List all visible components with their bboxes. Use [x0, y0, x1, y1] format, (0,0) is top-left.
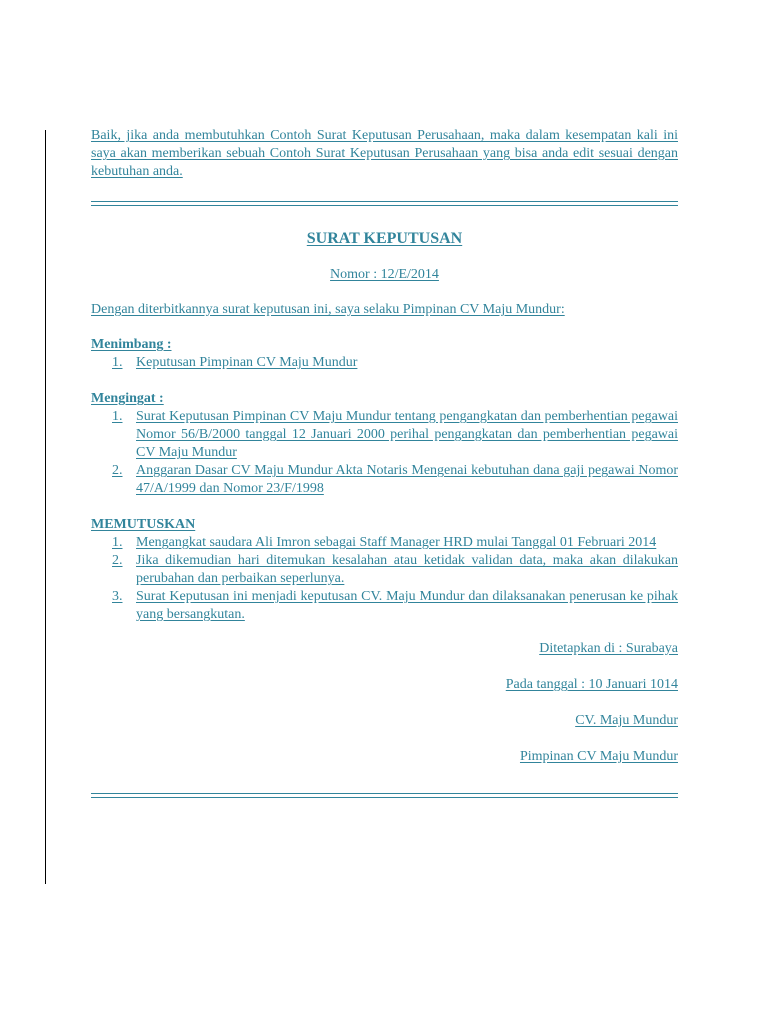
- closing-place-text: Ditetapkan di : Surabaya: [539, 641, 678, 656]
- closing-place: [91, 640, 678, 658]
- letter-number-text: Nomor : 12/E/2014: [330, 267, 439, 282]
- list-item: [91, 462, 678, 498]
- memutuskan-list: [91, 534, 678, 624]
- mengingat-list: [91, 408, 678, 498]
- closing-signatory-text: Pimpinan CV Maju Mundur: [519, 749, 678, 764]
- list-item: [91, 588, 678, 624]
- list-item-text: Anggaran Dasar CV Maju Mundur Akta Notaris Mengenai kebutuhan dana gaji pegawai Nomor 47/A/1999 dan Nomor 23/F/1998: [136, 463, 678, 496]
- closing-company: [91, 712, 678, 730]
- list-number: 2.: [112, 463, 123, 478]
- list-item: [91, 552, 678, 588]
- intro-paragraph: Baik, jika anda membutuhkan Contoh Surat Keputusan Perusahaan, maka dalam kesempatan kali ini saya akan memberikan sebuah Contoh Surat Keputusan Perusahaan yang bisa anda edit sesuai dengan kebutuhan anda.: [91, 128, 678, 179]
- memutuskan-heading-text: MEMUTUSKAN: [91, 517, 196, 532]
- list-item-text: Keputusan Pimpinan CV Maju Mundur: [136, 355, 358, 370]
- closing-date-text: Pada tanggal : 10 Januari 1014: [505, 677, 678, 692]
- letter-number: [91, 266, 678, 284]
- mengingat-heading: [91, 390, 678, 408]
- list-number: 1.: [112, 409, 123, 424]
- list-number: 2.: [112, 553, 123, 568]
- list-number: 3.: [112, 589, 123, 604]
- closing-date: [91, 676, 678, 694]
- closing-company-text: CV. Maju Mundur: [575, 713, 678, 728]
- document-content: [91, 127, 678, 798]
- menimbang-list: [91, 354, 678, 372]
- opening-statement: [91, 301, 678, 319]
- opening-text: Dengan diterbitkannya surat keputusan ini, saya selaku Pimpinan CV Maju Mundur:: [91, 302, 565, 317]
- list-item-text: Mengangkat saudara Ali Imron sebagai Staff Manager HRD mulai Tanggal 01 Februari 2014: [136, 535, 657, 550]
- memutuskan-heading: [91, 516, 678, 534]
- bottom-double-rule: [91, 793, 678, 798]
- list-item: [91, 354, 678, 372]
- letter-title: SURAT KEPUTUSAN: [306, 230, 463, 247]
- list-item-text: Surat Keputusan ini menjadi keputusan CV. Maju Mundur dan dilaksanakan penerusan ke pihak yang bersangkutan.: [136, 589, 678, 622]
- menimbang-heading: [91, 336, 678, 354]
- menimbang-heading-text: Menimbang :: [91, 337, 172, 352]
- mengingat-heading-text: Mengingat :: [91, 391, 164, 406]
- closing-signatory: [91, 748, 678, 766]
- list-item-text: Jika dikemudian hari ditemukan kesalahan atau ketidak validan data, maka akan dilakukan perubahan dan perbaikan seperlunya.: [136, 553, 678, 586]
- list-item-text: Surat Keputusan Pimpinan CV Maju Mundur tentang pengangkatan dan pemberhentian pegawai Nomor 56/B/2000 tanggal 12 Januari 2000 perihal pengangkatan dan pemberhentian pegawai CV Maju Mundur: [136, 409, 678, 460]
- list-number: 1.: [112, 355, 123, 370]
- top-double-rule: [91, 201, 678, 206]
- list-number: 1.: [112, 535, 123, 550]
- list-item: [91, 534, 678, 552]
- list-item: [91, 408, 678, 462]
- margin-line: [45, 130, 46, 884]
